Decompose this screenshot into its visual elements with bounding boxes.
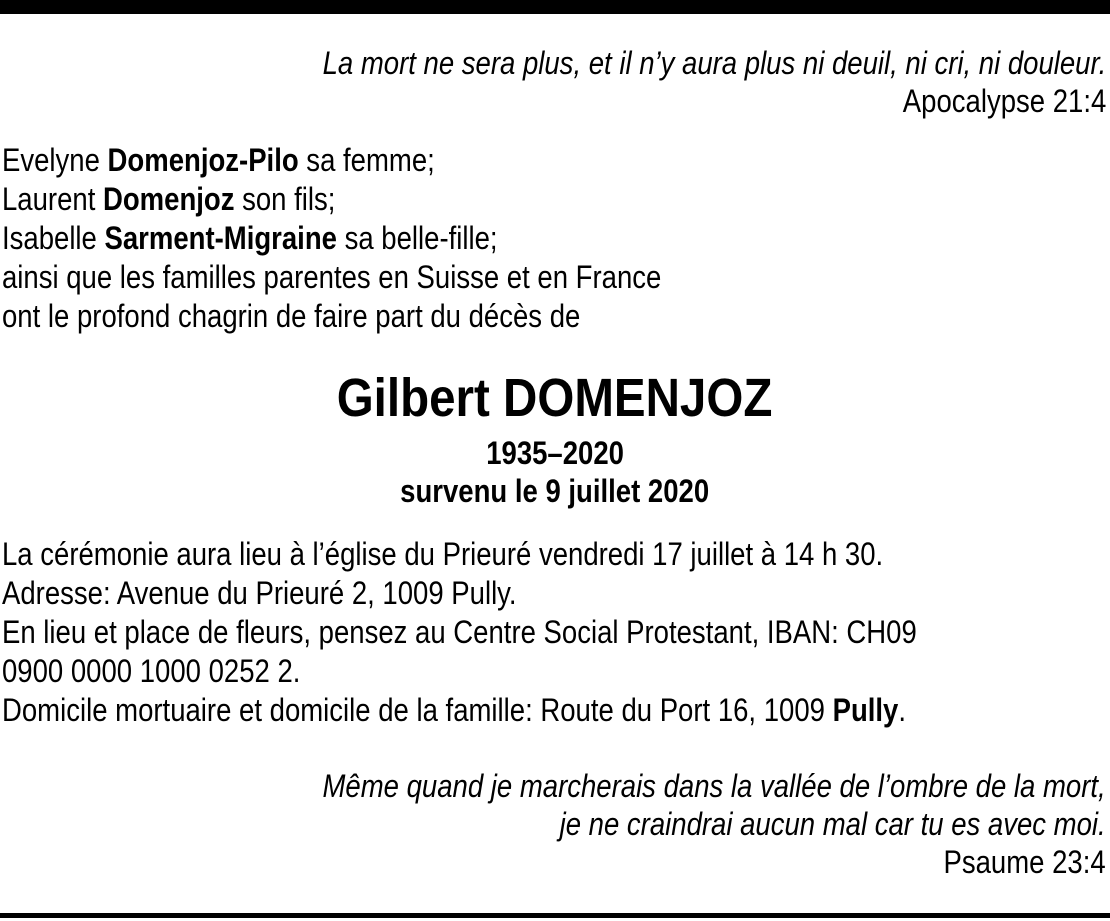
domicile-line: Domicile mortuaire et domicile de la famille: Route du Port 16, 1009 Pully. — [2, 692, 906, 728]
top-epigraph-reference: Apocalypse 21:4 — [902, 83, 1106, 119]
bottom-epigraph-line: je ne craindrai aucun mal car tu es avec moi. — [559, 806, 1106, 842]
family-list — [2, 141, 769, 336]
top-epigraph-quote: La mort ne sera plus, et il n’y aura plus ni deuil, ni cri, ni douleur. — [322, 45, 1106, 81]
domicile-city: Pully — [832, 692, 899, 728]
top-rule — [0, 0, 1110, 14]
deceased-name: Gilbert DOMENJOZ — [337, 368, 773, 428]
family-extra: ainsi que les familles parentes en Suisse et en France — [2, 259, 662, 295]
family-member: Isabelle Sarment-Migraine sa belle-fille; — [2, 220, 498, 256]
top-epigraph — [195, 44, 1106, 120]
donation-line: En lieu et place de fleurs, pensez au Centre Social Protestant, IBAN: CH09 — [2, 614, 917, 650]
family-member-surname: Domenjoz-Pilo — [107, 142, 299, 178]
deceased-years: 1935–2020 — [486, 435, 624, 471]
family-member: Laurent Domenjoz son fils; — [2, 181, 336, 217]
address-line: Adresse: Avenue du Prieuré 2, 1009 Pully. — [2, 575, 517, 611]
bottom-epigraph-line: Même quand je marcherais dans la vallée de l’ombre de la mort, — [322, 768, 1106, 804]
ceremony-details — [2, 535, 1066, 730]
bottom-epigraph — [195, 767, 1106, 881]
family-member: Evelyne Domenjoz-Pilo sa femme; — [2, 142, 435, 178]
donation-iban-line: 0900 0000 1000 0252 2. — [2, 653, 301, 689]
deceased-date: survenu le 9 juillet 2020 — [400, 473, 710, 509]
announcement: ont le profond chagrin de faire part du décès de — [2, 298, 581, 334]
deceased-block — [0, 368, 1110, 510]
family-member-surname: Domenjoz — [102, 181, 235, 217]
bottom-epigraph-reference: Psaume 23:4 — [943, 844, 1106, 880]
family-member-surname: Sarment-Migraine — [104, 220, 337, 256]
bottom-rule — [0, 913, 1110, 918]
ceremony-line: La cérémonie aura lieu à l’église du Prieuré vendredi 17 juillet à 14 h 30. — [2, 536, 884, 572]
